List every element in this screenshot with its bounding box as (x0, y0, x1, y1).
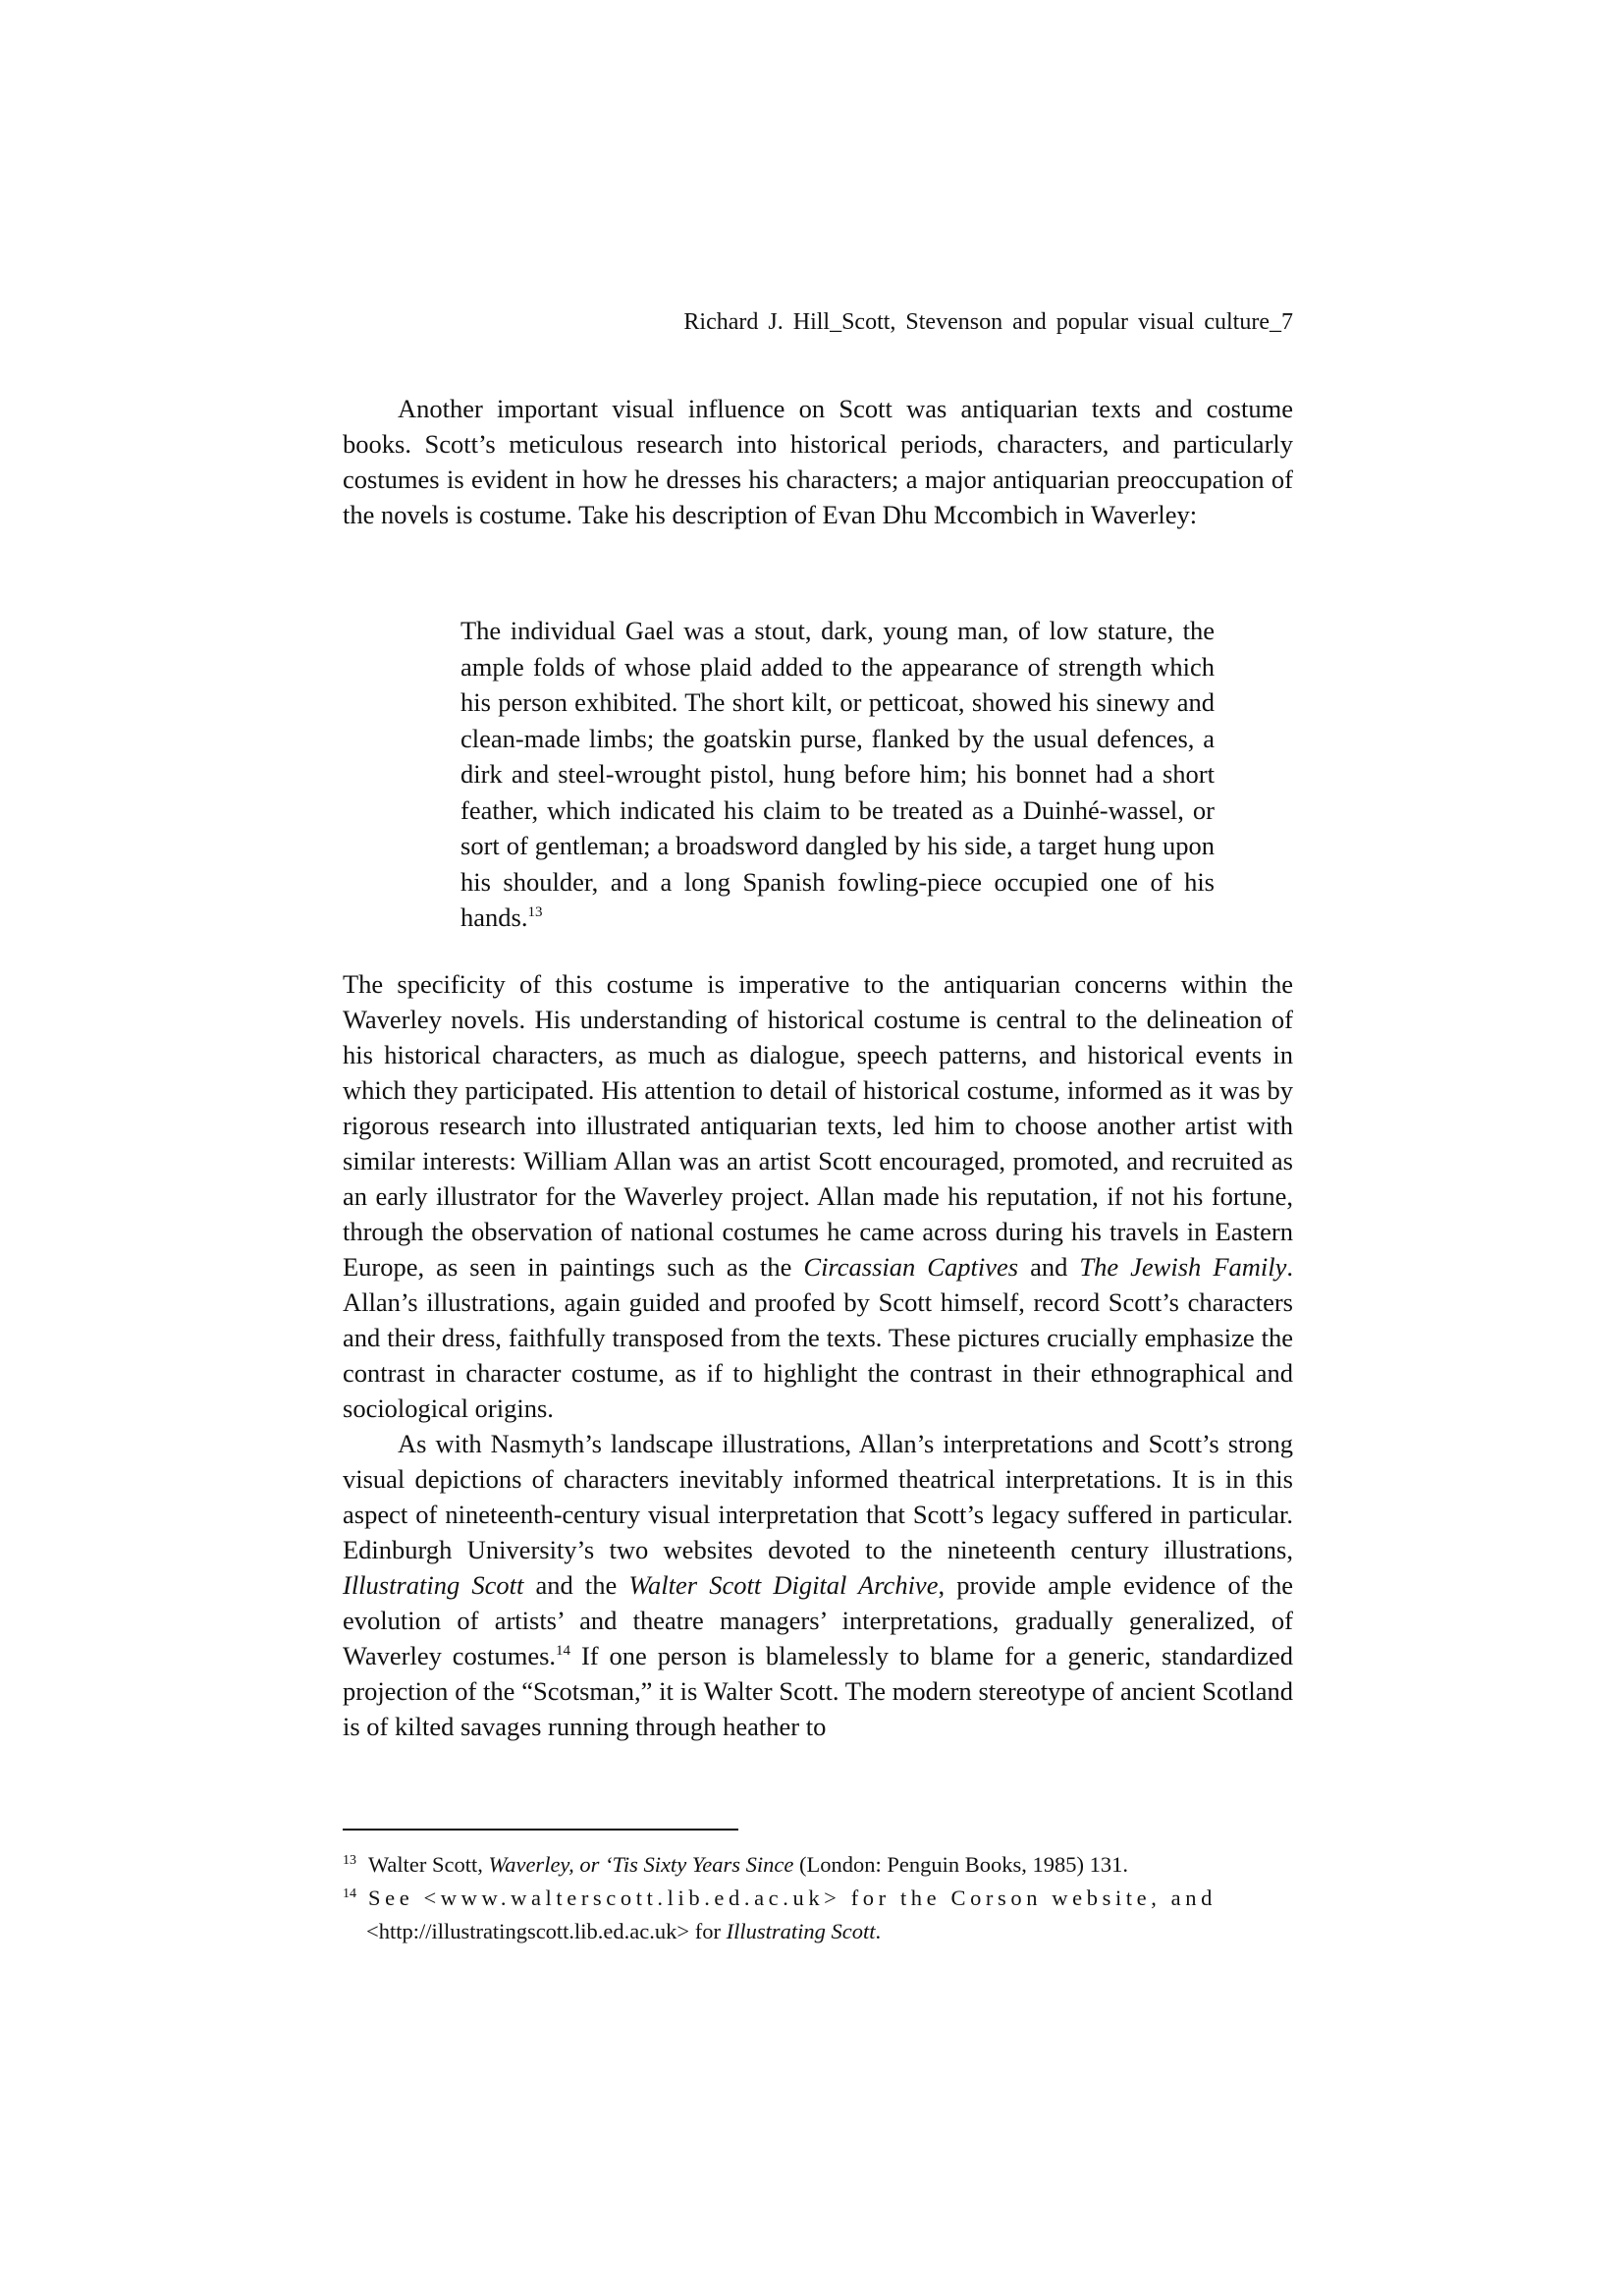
footnote-13 (343, 1848, 1293, 1882)
body-paragraph-2 (343, 966, 1293, 1426)
footnote-text: See <www.walterscott.lib.ed.ac.uk> for the Corson website, and (368, 1886, 1217, 1910)
paragraph-text: and the (523, 1570, 629, 1600)
paragraph-text: Another important visual influence on Scott was antiquarian texts and costume books. Scott’s meticulous research into historical periods, characters, and particularly costumes is evident in how he dresses his characters; a major antiquarian preoccupation of the novels is costume. Take his description of Evan Dhu Mccombich in Waverley: (343, 394, 1293, 529)
footnote-divider (343, 1829, 738, 1831)
italic-title: Walter Scott Digital Archive (628, 1570, 939, 1600)
footnote-text: Walter Scott, (368, 1852, 489, 1877)
italic-title: Circassian Captives (803, 1252, 1019, 1282)
footnote-ref-13[interactable]: 13 (527, 904, 543, 921)
paragraph-text: and (1018, 1252, 1080, 1282)
paragraph-text: The specificity of this costume is imperative to the antiquarian concerns within the Waverley novels. His understanding of historical costume is central to the delineation of his historical characters, as much as dialogue, speech patterns, and historical events in which they participated. His attention to detail of historical costume, informed as it was by rigorous research into illustrated antiquarian texts, led him to choose another artist with similar interests: William Allan was an artist Scott encouraged, promoted, and recruited as an early illustrator for the Waverley project. Allan made his reputation, if not his fortune, through the observation of national costumes he came across during his travels in Eastern Europe, as seen in paintings such as the (343, 969, 1293, 1282)
paragraph-text: . Allan’s illustrations, again guided and proofed by Scott himself, record Scott’s characters and their dress, faithfully transposed from the texts. These pictures crucially emphasize the contrast in character costume, as if to highlight the contrast in their ethnographical and sociological origins. (343, 1252, 1294, 1423)
block-quote (460, 613, 1215, 936)
footnote-14-continued (343, 1915, 1293, 1948)
paragraph-text: As with Nasmyth’s landscape illustrations, Allan’s interpretations and Scott’s strong visual depictions of characters inevitably informed theatrical interpretations. It is in this aspect of nineteenth-century visual interpretation that Scott’s legacy suffered in particular. Edinburgh University’s two websites devoted to the nineteenth century illustrations, (343, 1429, 1293, 1564)
footnote-14 (343, 1882, 1293, 1915)
running-head: Richard J. Hill_Scott, Stevenson and popular visual culture_7 (683, 309, 1293, 335)
footnote-number: 13 (343, 1852, 356, 1868)
body-paragraph-3 (343, 1426, 1293, 1744)
paragraph-text: , provide ample evidence of the evolution of artists’ and theatre managers’ interpretations, gradually generalized, of Waverley costumes. (343, 1570, 1294, 1670)
footnote-text: (London: Penguin Books, 1985) 131. (793, 1852, 1128, 1877)
body-paragraphs (343, 966, 1293, 1744)
italic-title: Illustrating Scott (726, 1919, 876, 1943)
footnote-text: . (875, 1919, 882, 1943)
italic-title: Illustrating Scott (343, 1570, 524, 1600)
italic-title: Waverley, or ‘Tis Sixty Years Since (488, 1852, 794, 1877)
block-quote-text (460, 613, 1215, 936)
quote-text: The individual Gael was a stout, dark, young man, of low stature, the ample folds of whose plaid added to the appearance of strength which his person exhibited. The short kilt, or petticoat, showed his sinewy and clean-made limbs; the goatskin purse, flanked by the usual defences, a dirk and steel-wrought pistol, hung before him; his bonnet had a short feather, which indicated his claim to be treated as a Duinhé-wassel, or sort of gentleman; a broadsword dangled by his side, a target hung upon his shoulder, and a long Spanish fowling-piece occupied one of his hands. (460, 616, 1215, 932)
paragraph-text: If one person is blamelessly to blame for a generic, standardized projection of the “Scotsman,” it is Walter Scott. The modern stereotype of ancient Scotland is of kilted savages running through heather to (343, 1641, 1293, 1741)
body-paragraph-1 (343, 391, 1293, 532)
footnotes (343, 1848, 1293, 1948)
italic-title: The Jewish Family (1079, 1252, 1287, 1282)
footnote-ref-14[interactable]: 14 (556, 1643, 571, 1660)
footnote-number: 14 (343, 1886, 356, 1901)
footnote-link-text[interactable]: <http://illustratingscott.lib.ed.ac.uk> for (366, 1919, 727, 1943)
